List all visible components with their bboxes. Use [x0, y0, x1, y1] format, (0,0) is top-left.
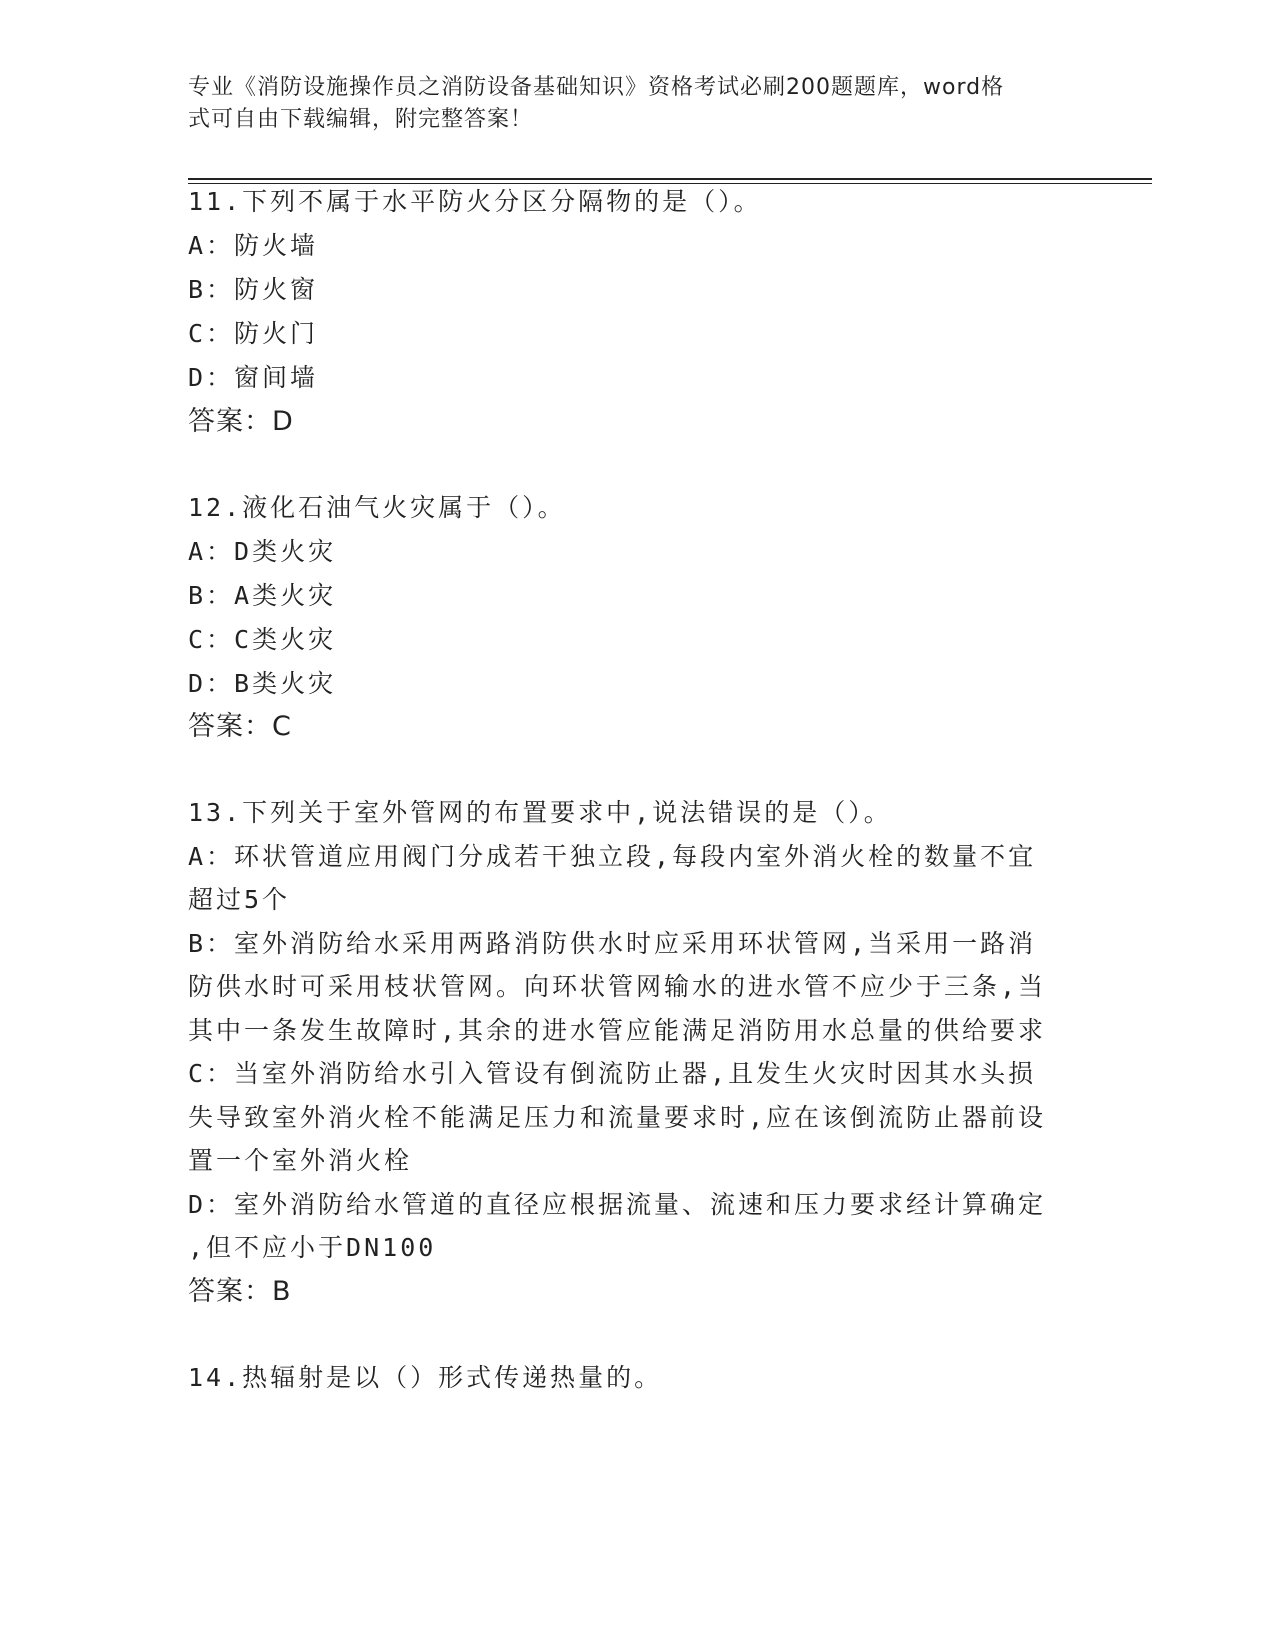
- document-header: [188, 72, 1068, 136]
- question-11-answer: 答案：D: [188, 406, 294, 437]
- question-13-option-c-line-3: 置一个室外消火栓: [188, 1146, 413, 1175]
- question-13-option-d-line-1: D：室外消防给水管道的直径应根据流量、流速和压力要求经计算确定: [188, 1190, 1047, 1219]
- question-11-option-a: A：防火墙: [188, 231, 319, 260]
- question-13-option-c-line-1: C：当室外消防给水引入管设有倒流防止器,且发生火灾时因其水头损: [188, 1059, 1037, 1088]
- question-13-option-b-line-2: 防供水时可采用枝状管网。向环状管网输水的进水管不应少于三条,当: [188, 972, 1047, 1001]
- question-12-option-c: C：C类火灾: [188, 625, 337, 654]
- question-11-option-b: B：防火窗: [188, 275, 319, 304]
- question-11-option-c: C：防火门: [188, 319, 319, 348]
- header-line-1: 专业《消防设施操作员之消防设备基础知识》资格考试必刷200题题库，word格: [188, 75, 1005, 100]
- question-12-stem: 12.液化石油气火灾属于（）。: [188, 493, 566, 522]
- question-13-option-c-line-2: 失导致室外消火栓不能满足压力和流量要求时,应在该倒流防止器前设: [188, 1103, 1047, 1132]
- header-line-2: 式可自由下载编辑，附完整答案！: [188, 107, 534, 132]
- question-12-option-a: A：D类火灾: [188, 537, 337, 566]
- question-11-stem: 11.下列不属于水平防火分区分隔物的是（）。: [188, 187, 762, 216]
- question-13-option-d-line-2: ,但不应小于DN100: [188, 1233, 437, 1262]
- question-13-option-b-line-3: 其中一条发生故障时,其余的进水管应能满足消防用水总量的供给要求: [188, 1016, 1047, 1045]
- question-12-option-d: D：B类火灾: [188, 669, 337, 698]
- question-13-option-a-line-1: A：环状管道应用阀门分成若干独立段,每段内室外消火栓的数量不宜: [188, 842, 1037, 871]
- header-divider-thick: [188, 178, 1152, 180]
- question-13-option-a-line-2: 超过5个: [188, 885, 291, 914]
- question-14-stem: 14.热辐射是以（）形式传递热量的。: [188, 1363, 663, 1392]
- question-13-stem: 13.下列关于室外管网的布置要求中,说法错误的是（）。: [188, 798, 892, 827]
- question-12-answer: 答案：C: [188, 711, 292, 742]
- question-13-answer: 答案：B: [188, 1276, 292, 1307]
- question-13-option-b-line-1: B：室外消防给水采用两路消防供水时应采用环状管网,当采用一路消: [188, 929, 1037, 958]
- header-divider-thin: [188, 183, 1152, 184]
- question-12-option-b: B：A类火灾: [188, 581, 337, 610]
- question-11-option-d: D：窗间墙: [188, 363, 319, 392]
